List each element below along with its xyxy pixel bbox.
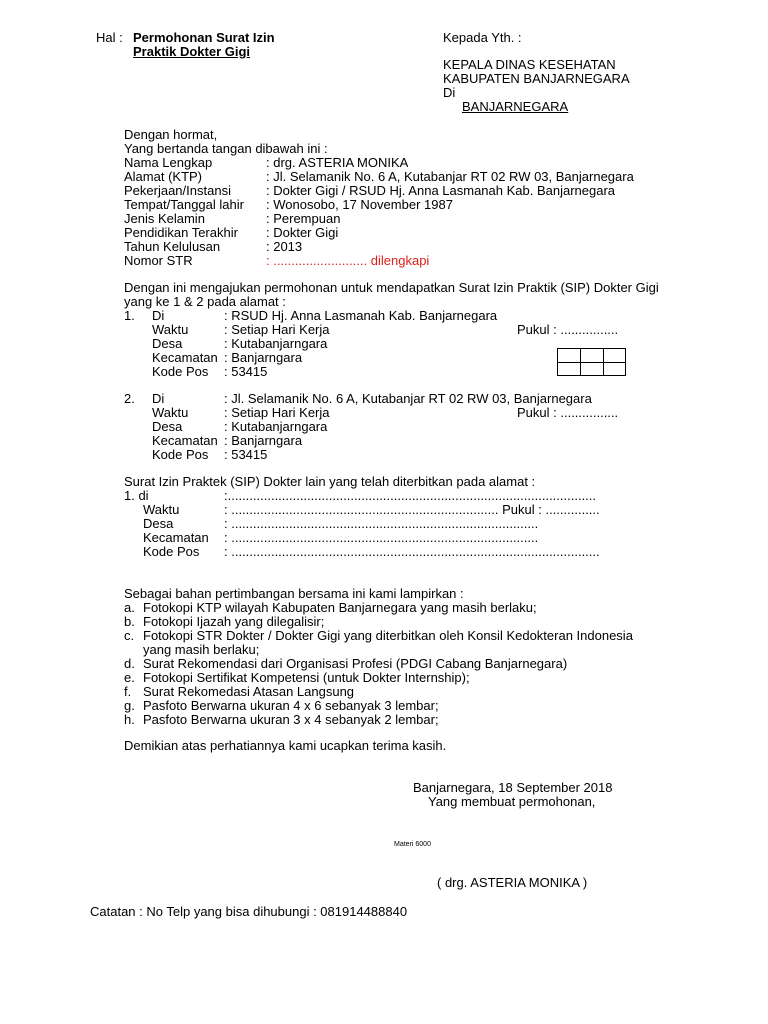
str-dots: : .......................... [266, 253, 368, 268]
location-number: 2. [124, 391, 135, 406]
hal-label: Hal : [96, 30, 123, 45]
attachment-letter: e. [124, 670, 135, 685]
signer-name: ( drg. ASTERIA MONIKA ) [437, 875, 588, 890]
attachment-text: Pasfoto Berwarna ukuran 3 x 4 sebanyak 2 lembar; [143, 712, 439, 727]
attachment-text: Fotokopi STR Dokter / Dokter Gigi yang diterbitkan oleh Konsil Kedokteran Indonesia [143, 628, 633, 643]
maker-label: Yang membuat permohonan, [428, 794, 596, 809]
location-value: : Banjarngara [224, 350, 303, 365]
contact-note: Catatan : No Telp yang bisa dihubungi : 081914488840 [90, 904, 408, 919]
place-date: Banjarnegara, 18 September 2018 [413, 780, 613, 795]
identity-label: Nomor STR [124, 253, 193, 268]
attachments-intro: Sebagai bahan pertimbangan bersama ini kami lampirkan : [124, 586, 464, 601]
identity-value: : 2013 [266, 239, 303, 254]
location-label: Kecamatan [152, 350, 218, 365]
location-value: : RSUD Hj. Anna Lasmanah Kab. Banjarnegara [224, 308, 498, 323]
attachment-letter: b. [124, 614, 135, 629]
location-label: Kecamatan [152, 433, 218, 448]
identity-label: Nama Lengkap [124, 155, 213, 170]
request-line-2: yang ke 1 & 2 pada alamat : [124, 294, 286, 309]
location-label: Desa [152, 336, 183, 351]
attachment-text: Fotokopi Sertifikat Kompetensi (untuk Dokter Internship); [143, 670, 470, 685]
location-label: Desa [152, 419, 183, 434]
other-sip-label: Kecamatan [143, 530, 209, 545]
subject-line-1: Permohonan Surat Izin [133, 30, 275, 45]
identity-label: Alamat (KTP) [124, 169, 203, 184]
location-value: : Setiap Hari Kerja [224, 322, 330, 337]
attachment-letter: a. [124, 600, 135, 615]
location-label: Waktu [152, 322, 189, 337]
str-note: dilengkapi [370, 253, 430, 268]
location-number: 1. [124, 308, 135, 323]
attachment-text: Fotokopi Ijazah yang dilegalisir; [143, 614, 325, 629]
identity-label: Tempat/Tanggal lahir [124, 197, 244, 212]
location-value: : 53415 [224, 364, 268, 379]
identity-value: : Dokter Gigi / RSUD Hj. Anna Lasmanah Kab. Banjarnegara [266, 183, 616, 198]
attachment-letter: d. [124, 656, 135, 671]
identity-value: : Wonosobo, 17 November 1987 [266, 197, 453, 212]
other-sip-label: Desa [143, 516, 174, 531]
attachment-text: Surat Rekomendasi dari Organisasi Profesi (PDGI Cabang Banjarnegara) [143, 656, 568, 671]
request-line-1: Dengan ini mengajukan permohonan untuk mendapatkan Surat Izin Praktik (SIP) Dokter Gigi [124, 280, 659, 295]
identity-value: : Dokter Gigi [266, 225, 339, 240]
location-value: : Jl. Selamanik No. 6 A, Kutabanjar RT 02 RW 03, Banjarnegara [224, 391, 592, 406]
attachment-text: yang masih berlaku; [143, 642, 260, 657]
pukul-field: Pukul : ................ [517, 405, 619, 420]
attachment-text: Fotokopi KTP wilayah Kabupaten Banjarnegara yang masih berlaku; [143, 600, 537, 615]
empty-grid-boxes [557, 348, 626, 376]
pukul-field: Pukul : ................ [517, 322, 619, 337]
identity-value [266, 254, 429, 268]
identity-label: Jenis Kelamin [124, 211, 205, 226]
greeting: Dengan hormat, [124, 127, 218, 142]
attachment-text: Pasfoto Berwarna ukuran 4 x 6 sebanyak 3 lembar; [143, 698, 439, 713]
location-label: Kode Pos [152, 447, 209, 462]
location-label: Kode Pos [152, 364, 209, 379]
location-value: : Kutabanjarngara [224, 419, 328, 434]
attachment-letter: g. [124, 698, 135, 713]
other-sip-label: 1. di [124, 488, 149, 503]
identity-label: Pekerjaan/Instansi [124, 183, 231, 198]
signed-below: Yang bertanda tangan dibawah ini : [124, 141, 328, 156]
other-sip-value: :...................................................................................................... [224, 488, 597, 503]
other-sip-label: Kode Pos [143, 544, 200, 559]
di-label: Di [443, 85, 456, 100]
other-sip-intro: Surat Izin Praktek (SIP) Dokter lain yang telah diterbitkan pada alamat : [124, 474, 536, 489]
identity-label: Tahun Kelulusan [124, 239, 221, 254]
location-value: : Banjarngara [224, 433, 303, 448]
location-label: Di [152, 391, 165, 406]
attachment-text: Surat Rekomedasi Atasan Langsung [143, 684, 355, 699]
location-value: : 53415 [224, 447, 268, 462]
recipient-line-2: KABUPATEN BANJARNEGARA [443, 71, 630, 86]
recipient-line-1: KEPALA DINAS KESEHATAN [443, 57, 616, 72]
other-sip-value: : ...................................................................................................... [224, 544, 600, 559]
identity-value: : Perempuan [266, 211, 341, 226]
closing-text: Demikian atas perhatiannya kami ucapkan terima kasih. [124, 738, 447, 753]
materai-label: Materi 6000 [394, 841, 431, 848]
other-sip-value: : ..................................................................................... [224, 530, 539, 545]
location-label: Di [152, 308, 165, 323]
other-sip-value: : ..................................................................................... [224, 516, 539, 531]
other-sip-label: Waktu [143, 502, 180, 517]
identity-label: Pendidikan Terakhir [124, 225, 238, 240]
other-sip-value: : .......................................................................... Pukul : ............... [224, 502, 600, 517]
location-label: Waktu [152, 405, 189, 420]
identity-value: : Jl. Selamanik No. 6 A, Kutabanjar RT 02 RW 03, Banjarnegara [266, 169, 634, 184]
recipient-city: BANJARNEGARA [462, 99, 569, 114]
location-value: : Kutabanjarngara [224, 336, 328, 351]
attachment-letter: h. [124, 712, 135, 727]
subject-line-2: Praktik Dokter Gigi [133, 44, 251, 59]
identity-value: : drg. ASTERIA MONIKA [266, 155, 409, 170]
attachment-letter: c. [124, 628, 135, 643]
attachment-letter: f. [124, 684, 132, 699]
location-value: : Setiap Hari Kerja [224, 405, 330, 420]
kepada-label: Kepada Yth. : [443, 30, 522, 45]
